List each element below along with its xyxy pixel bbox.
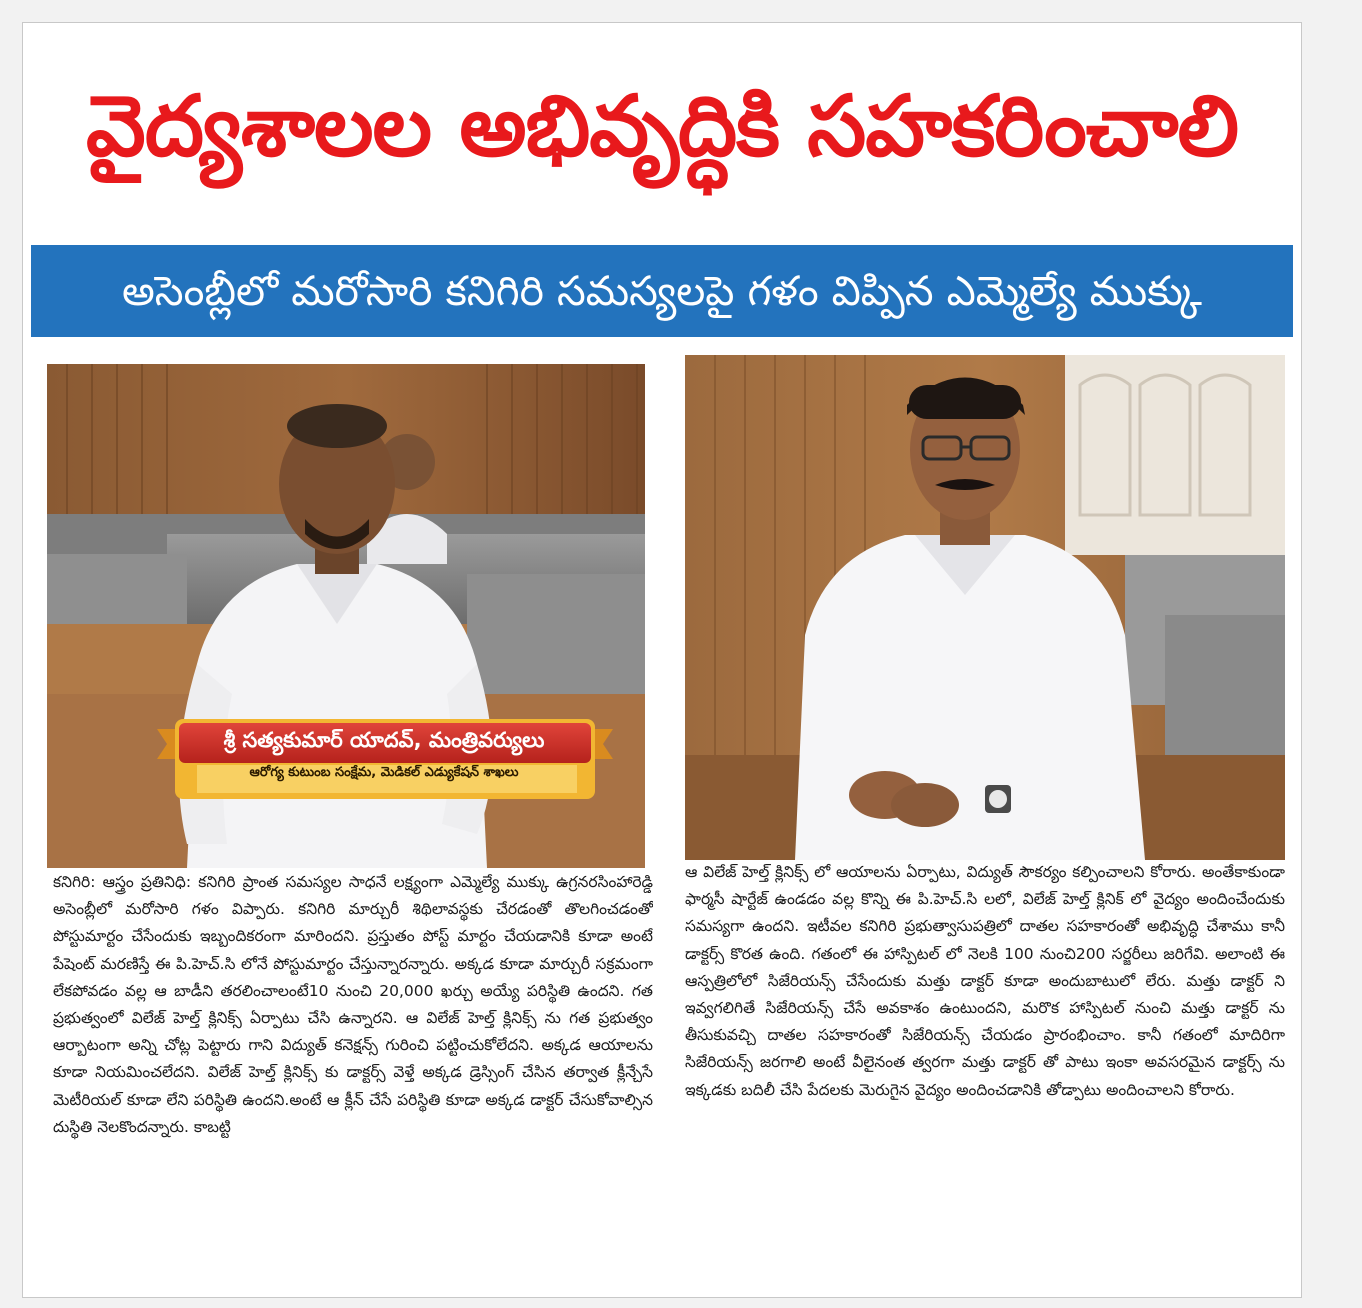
newspaper-clipping (22, 22, 1302, 1298)
photo-minister (47, 364, 645, 868)
subheadline: అసెంబ్లీలో మరోసారి కనిగిరి సమస్యలపై గళం విప్పిన ఎమ్మెల్యే ముక్కు (122, 267, 1202, 315)
caption-banner (179, 720, 589, 792)
headline: వైద్యశాలల అభివృద్ధికి సహకరించాలి (85, 77, 1239, 175)
article-column-right (685, 859, 1285, 1279)
subheadline-banner (31, 245, 1293, 337)
article-text-left: కనిగిరి: ఆస్త్రం ప్రతినిధి: కనిగిరి ప్రాంత సమస్యల సాధనే లక్ష్యంగా ఎమ్మెల్యే ముక్కు ఉగ్రనరసింహారెడ్డి అసెంబ్లీలో మరోసారి గళం విప్పారు. కనిగిరి మార్చురీ శిథిలావస్థకు చేరడంతో తొలగించడంతో పోస్టుమార్టం చేసేందుకు ఇబ్బందికరంగా మారిందని. ప్రస్తుతం పోస్ట్ మార్టం చేయడానికి కూడా అంటే పేషెంట్ మరణిస్తే ఈ పి.హెచ్.సి లోనే పోస్టుమార్టం చేస్తున్నారన్నారు. అక్కడ కూడా మార్చురీ సక్రమంగా లేకపోవడం వల్ల ఆ బాడీని తరలించాలంటే10 నుంచి 20,000 ఖర్చు అయ్యే పరిస్థితి ఉందని. గత ప్రభుత్వంలో విలేజ్ హెల్త్ క్లినిక్స్ ఏర్పాటు చేసి ఉన్నారని. ఆ విలేజ్ హెల్త్ క్లినిక్స్ ను గత ప్రభుత్వం ఆర్బాటంగా అన్ని చోట్ల పెట్టారు గాని విద్యుత్ కనెక్షన్స్ గురించి పట్టించుకోలేదని. అక్కడ ఆయాలను కూడా నియమించలేదని. విలేజ్ హెల్త్ క్లినిక్స్ కు డాక్టర్స్ వెళ్తే అక్కడ డ్రెస్సింగ్ చేసిన తర్వాత క్లీన్చేసే మెటీరియల్ కూడా లేని పరిస్థితి ఉందని.అంటే ఆ క్లీన్ చేసే పరిస్థితి కూడా అక్కడ డాక్టర్ చేసుకోవాల్సిన దుస్థితి నెలకొందన్నారు. కాబట్టి (53, 873, 653, 1136)
article-text-right: ఆ విలేజ్ హెల్త్ క్లినిక్స్ లో ఆయాలను ఏర్పాటు, విద్యుత్ సౌకర్యం కల్పించాలని కోరారు. అంతేకాకుండా ఫార్మసీ షార్టేజ్ ఉండడం వల్ల కొన్ని ఈ పి.హెచ్.సి లలో, విలేజ్ హెల్త్ క్లినిక్ లో వైద్యం అందించేందుకు సమస్యగా ఉందని. ఇటీవల కనిగిరి ప్రభుత్వాసుపత్రిలో దాతల సహకారంతో అభివృద్ధి చేశాము కానీ డాక్టర్స్ కొరత ఉంది. గతంలో ఈ హాస్పిటల్ లో నెలకి 100 నుంచి200 సర్జరీలు జరిగేవి. అలాంటి ఈ ఆస్పత్రిలోలో సిజేరియన్స్ చేసేందుకు మత్తు డాక్టర్ కూడా అందుబాటులో లేరు. మత్తు డాక్టర్ ని ఇవ్వగలిగితే సిజేరియన్స్ చేసే అవకాశం ఉంటుందని, మరొక హాస్పిటల్ నుంచి మత్తు డాక్టర్ ను తీసుకువచ్చి దాతల సహకారంతో సిజేరియన్స్ చేయడం ప్రారంభించాం. కానీ గతంలో మాదిరిగా సిజేరియన్స్ జరగాలి అంటే వీలైనంత త్వరగా మత్తు డాక్టర్ తో పాటు ఇంకా అవసరమైన డాక్టర్స్ ను ఇక్కడకు బదిలీ చేసి పేదలకు మెరుగైన వైద్యం అందించడానికి తోడ్పాటు అందించాలని కోరారు. (685, 863, 1285, 1099)
photo-mla-image (685, 355, 1285, 860)
caption-name: శ్రీ సత్యకుమార్ యాదవ్, మంత్రివర్యులు (223, 728, 545, 752)
caption-role: ఆరోగ్య కుటుంబ సంక్షేమ, మెడికల్ ఎడ్యుకేషన్ శాఖలు (249, 765, 519, 780)
article-column-left (53, 869, 653, 1289)
photo-mla (685, 355, 1285, 860)
photo-minister-image (47, 364, 645, 868)
